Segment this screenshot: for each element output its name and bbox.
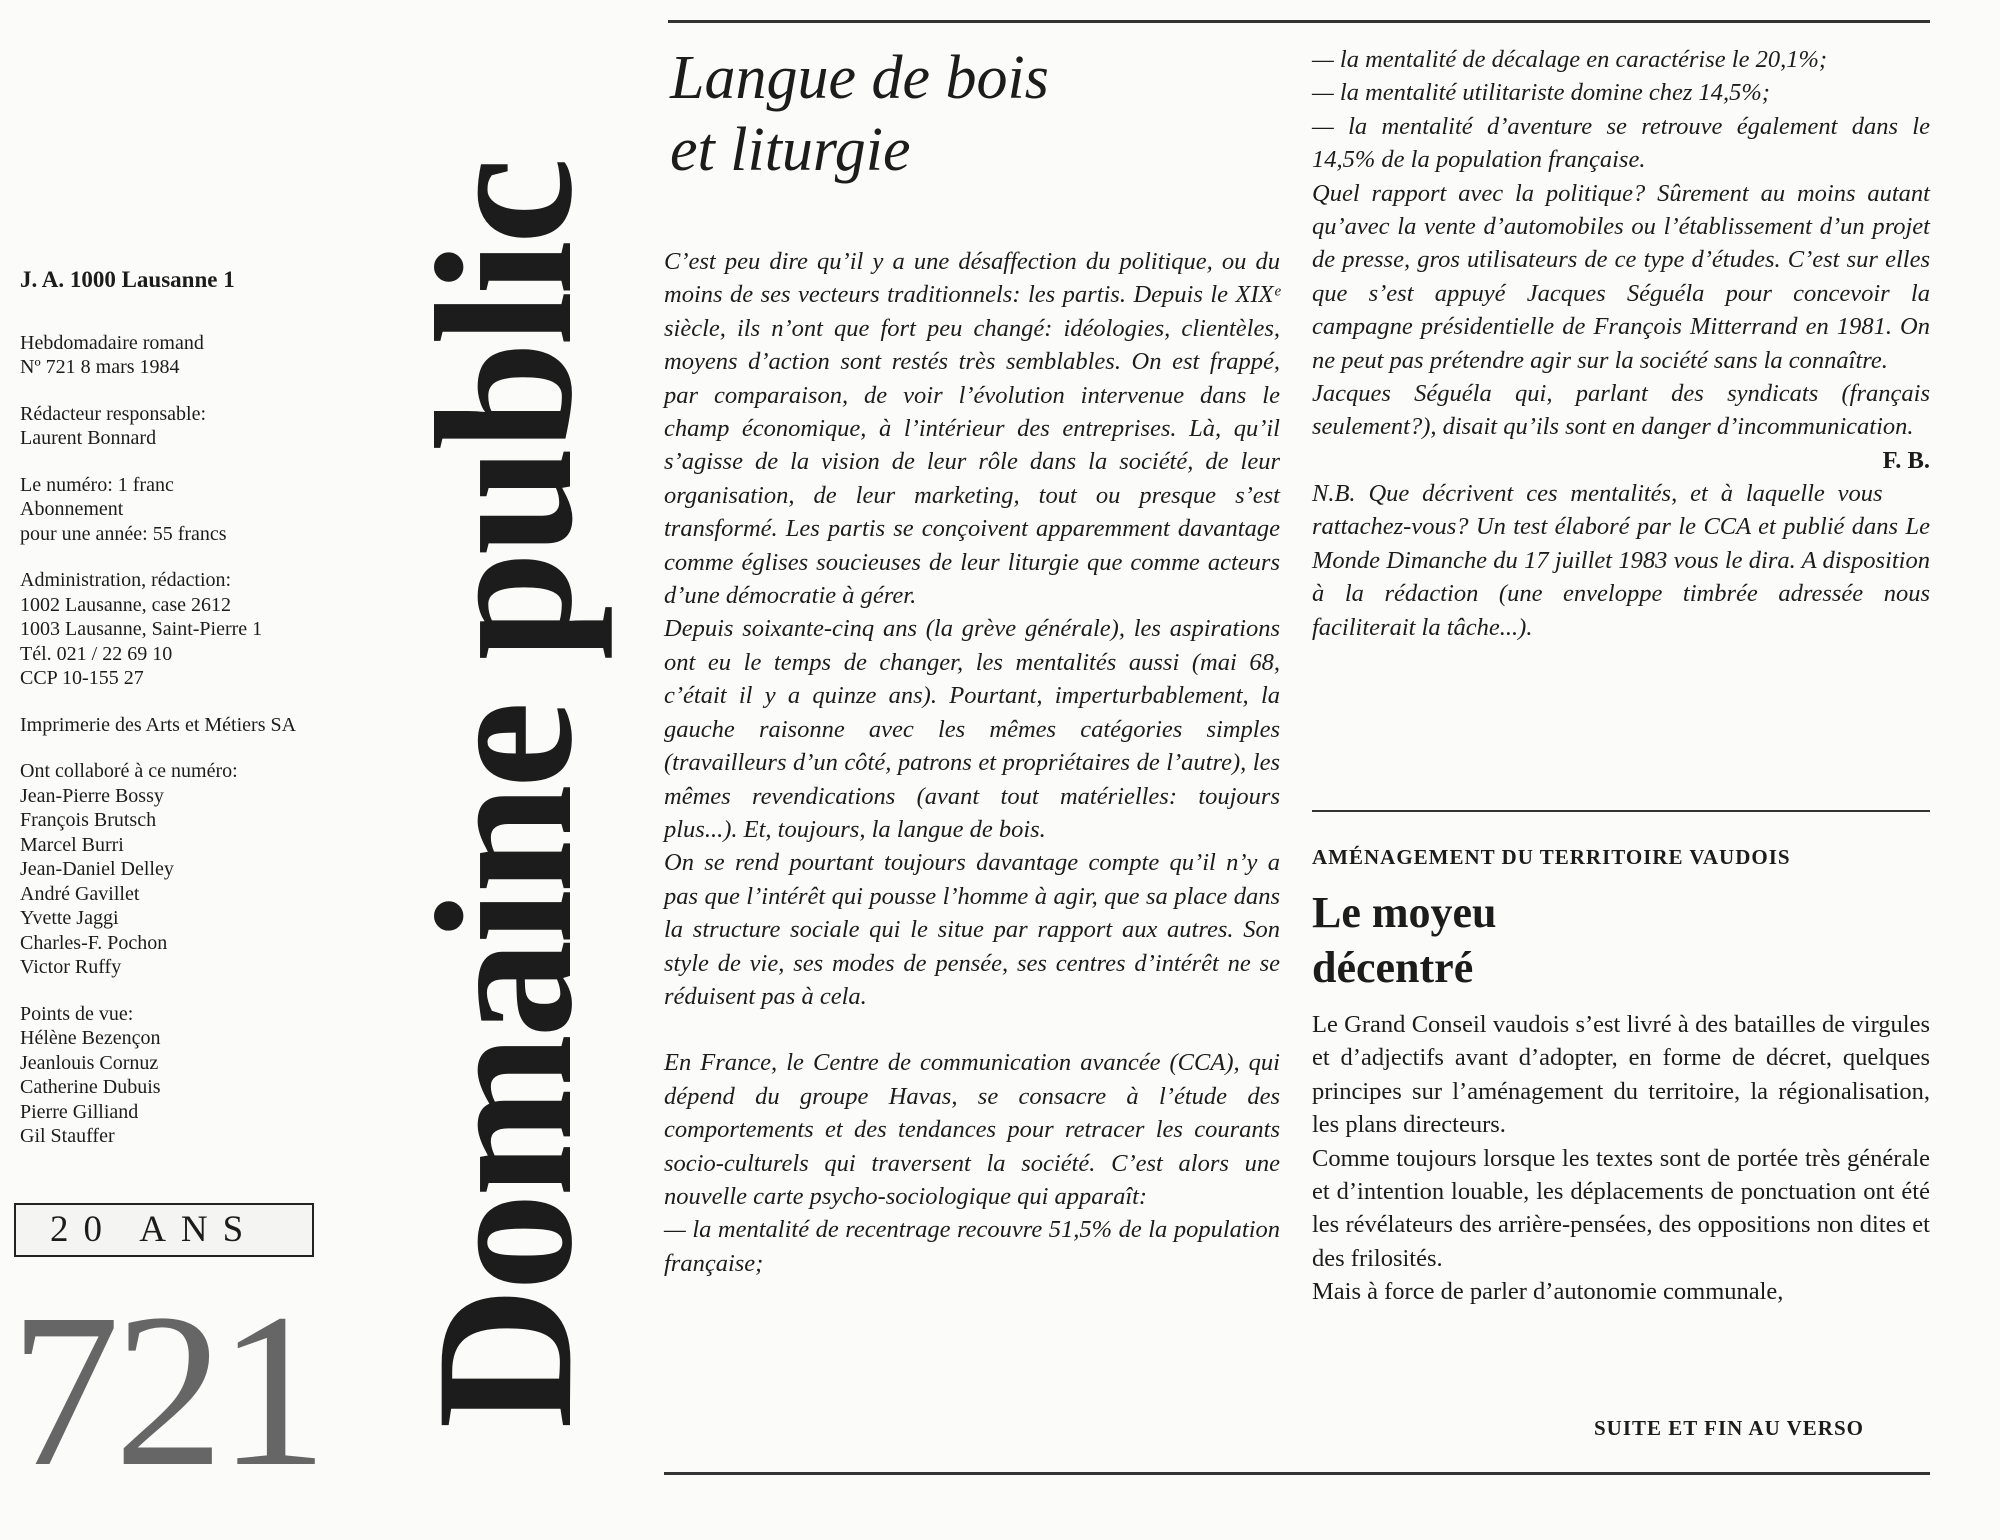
collaborators-list: Ont collaboré à ce numéro: Jean-Pierre Bossy François Brutsch Marcel Burri Jean-Daniel Delley André Gavillet Yvette Jaggi Charles-F. Pochon Victor Ruffy [20,760,238,978]
newspaper-title: Domaine public [396,161,613,1429]
continued-notice: SUITE ET FIN AU VERSO [1594,1416,1864,1440]
masthead-info [20,268,380,1171]
issue-number: 721 [10,1268,322,1512]
paragraph: Comme toujours lorsque les textes sont de portée très générale et d’intention louable, les déplacements de ponctuation ont été les révélateurs des arrière-pensées, des oppositions non dites et des frilosités. [1312,1144,1930,1272]
paragraph: En France, le Centre de communication avancée (CCA), qui dépend du groupe Havas, se consacre à l’étude des comportements et des tendances pour retracer les courants socio-culturels qui traversent la société. C’est alors une nouvelle carte psycho-sociologique qui apparaît: [664,1049,1280,1210]
viewpoints-list: Points de vue: Hélène Bezençon Jeanlouis Cornuz Catherine Dubuis Pierre Gilliand Gil Stauffer [20,1002,161,1147]
printer-info: Imprimerie des Arts et Métiers SA [20,713,297,736]
postal-address: J. A. 1000 Lausanne 1 [20,267,235,292]
editor-info: Rédacteur responsable: Laurent Bonnard [20,402,207,449]
list-item: — la mentalité de recentrage recouvre 51,5% de la population française; [664,1216,1280,1277]
anniversary-badge: 20 ANS [14,1203,314,1257]
paragraph: C’est peu dire qu’il y a une désaffection du politique, ou du moins de ses vecteurs traditionnels: les partis. Depuis le XIXᵉ siècle, ils n’ont que fort peu changé: idéologies, clientèles, moyens d’action sont restés très semblables. On est frappé, par comparaison, de voir l’évolution intervenue dans le champ économique, à l’intérieur des entreprises. Là, qu’il s’agisse de la vision de leur rôle dans la société, de leur organisation, de leur marketing, tout ou presque s’est transformé. Les partis se conçoivent apparemment davantage comme églises soucieuses de leur liturgie que comme acteurs d’une démocratie à gérer. [664,248,1280,610]
article-column-2 [1312,43,1930,644]
paragraph: Mais à force de parler d’autonomie communale, [1312,1278,1784,1306]
price-info: Le numéro: 1 franc Abonnement pour une année: 55 francs [20,473,227,545]
paragraph: Quel rapport avec la politique? Sûrement au moins autant qu’avec la vente d’automobiles ou l’établissement d’un projet de presse, gros utilisateurs de ce type d’études. C’est sur elles que s’est appuyé Jacques Séguéla pour concevoir la campagne présidentielle de François Mitterrand en 1981. On ne peut pas prétendre agir sur la société sans la connaître. [1312,179,1930,374]
nota-bene: N.B. Que décrivent ces mentalités, et à laquelle vous rattachez-vous? Un test élaboré par le CCA et publié dans Le Monde Dimanche du 17 juillet 1983 vous le dira. A disposition à la rédaction (une enveloppe timbrée adressée nous faciliterait la tâche...). [1312,479,1930,641]
list-item: — la mentalité d’aventure se retrouve également dans le 14,5% de la population française. [1312,112,1930,174]
paragraph: Depuis soixante-cinq ans (la grève générale), les aspirations ont eu le temps de changer, les mentalités aussi (mai 68, c’était il y a quinze ans). Pourtant, imperturbablement, la gauche raisonne avec les mêmes catégories simples (travailleurs d’un côté, patrons et propriétaires de l’autre), les mêmes revendications (avant tout matérielles: toujours plus...). Et, toujours, la langue de bois. [664,615,1280,843]
publication-info: Hebdomadaire romand Nº 721 8 mars 1984 [20,331,204,378]
article-column-1 [664,245,1280,1280]
paragraph: On se rend pourtant toujours davantage compte qu’il n’y a pas que l’intérêt qui pousse l’homme à agir, que sa place dans la structure sociale qui le situe par rapport aux autres. Son style de vie, ses modes de pensée, ses centres d’intérêt ne se réduisent pas à cela. [664,849,1280,1010]
article2-body [1312,1008,1930,1309]
top-rule [668,20,1930,23]
paragraph: Jacques Séguéla qui, parlant des syndicats (français seulement?), disait qu’ils sont en danger d’incommunication. F. B. [1312,377,1930,444]
admin-info: Administration, rédaction: 1002 Lausanne, case 2612 1003 Lausanne, Saint-Pierre 1 Tél. 021 / 22 69 10 CCP 10-155 27 [20,569,263,689]
article-headline-2: Le moyeu décentré [1312,888,1497,992]
list-item: — la mentalité utilitariste domine chez 14,5%; [1312,79,1770,107]
bottom-rule [664,1472,1930,1475]
paragraph: Le Grand Conseil vaudois s’est livré à des batailles de virgules et d’adjectifs avant d’adopter, en forme de décret, quelques principes sur l’aménagement du territoire, la régionalisation, les plans directeurs. [1312,1011,1930,1139]
author-signature: F. B. [1882,446,1930,474]
article-headline: Langue de bois et liturgie [670,44,1049,184]
section-divider [1312,810,1930,812]
list-item: — la mentalité de décalage en caractérise le 20,1%; [1312,46,1828,73]
section-kicker: AMÉNAGEMENT DU TERRITOIRE VAUDOIS [1312,845,1791,869]
